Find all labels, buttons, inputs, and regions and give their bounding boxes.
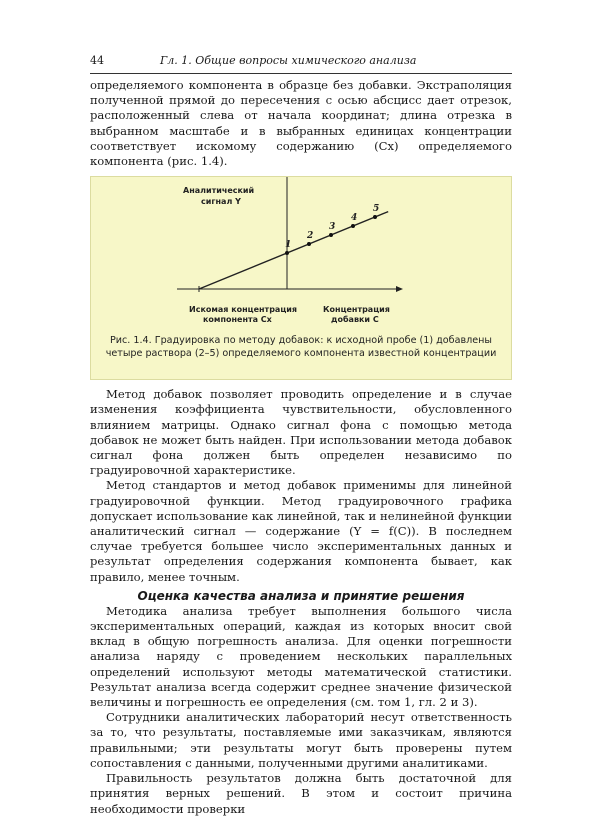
- cx-label-1: Искомая концентрация: [189, 305, 297, 315]
- y-axis-label-2: сигнал Y: [201, 197, 241, 207]
- calibration-line: [199, 212, 388, 289]
- y-axis-label-1: Аналитический: [183, 186, 255, 196]
- section-heading: Оценка качества анализа и принятие решения: [137, 588, 465, 603]
- x-axis-label-2: добавки C: [331, 315, 379, 325]
- paragraph-3: Методика анализа требует выполнения большого числа экспериментальных операций, каждая из которых вносит свой вклад в общую погрешность анализа. Для оценки погрешности анализа наряду с проведением нескольких параллельных определений используют методы математической статистики. Результат анализа всегда содержит среднее значение физической величины и погрешность ее определения (см. том 1, гл. 2 и 3).: [90, 603, 512, 710]
- data-point-5: [373, 215, 377, 219]
- figure-caption: Рис. 1.4. Градуировка по методу добавок: к исходной пробе (1) добавлены четыре раствора (2–5) определяемого компонента известной концентрации: [105, 335, 497, 360]
- cx-label-2: компонента Cx: [203, 315, 272, 325]
- intro-paragraph: определяемого компонента в образце без добавки. Экстраполяция полученной прямой до пересечения с осью абсцисс дает отрезок, расположенный слева от начала координат; длина отрезка в выбранном масштабе и в выбранных единицах концентрации соответствует искомому содержанию (Cx) определяемого компонента (рис. 1.4).: [90, 78, 512, 169]
- point-label-1: 1: [285, 240, 292, 251]
- x-axis-arrow: [396, 286, 403, 292]
- point-label-2: 2: [307, 231, 314, 242]
- data-point-1: [285, 251, 289, 255]
- paragraph-5: Правильность результатов должна быть достаточной для принятия верных решений. В этом и состоит причина необходимости проверки: [90, 771, 512, 816]
- data-point-3: [329, 233, 333, 237]
- header-rule: [90, 73, 512, 74]
- running-head: [90, 54, 512, 70]
- figure-1-4: [90, 176, 512, 380]
- page: [90, 54, 512, 817]
- page-number: 44: [90, 54, 104, 67]
- point-label-4: 4: [351, 213, 358, 224]
- paragraph-4: Сотрудники аналитических лабораторий несут ответственность за то, что результаты, поставляемые ими заказчикам, являются правильными; эти результаты могут быть проверены путем сопоставления с данными, полученными другими аналитиками.: [90, 710, 512, 770]
- point-label-3: 3: [329, 222, 336, 233]
- data-point-4: [351, 224, 355, 228]
- data-point-2: [307, 242, 311, 246]
- paragraph-2: Метод стандартов и метод добавок применимы для линейной градуировочной функции. Метод градуировочного графика допускает использование как линейной, так и нелинейной функции аналитический сигнал — содержание (Y = f(C)). В последнем случае требуется большее число экспериментальных данных и результат определения содержания компонента бывает, как правило, менее точным.: [90, 478, 512, 584]
- x-axis-label-1: Концентрация: [323, 305, 390, 315]
- paragraph-1: Метод добавок позволяет проводить определение и в случае изменения коэффициента чувствительности, обусловленного влиянием матрицы. Однако сигнал фона с помощью метода добавок не может быть найден. При использовании метода добавок сигнал фона должен быть определен независимо по градуировочной характеристике.: [90, 387, 512, 478]
- running-title: Гл. 1. Общие вопросы химического анализа: [160, 54, 417, 67]
- point-label-5: 5: [373, 204, 380, 215]
